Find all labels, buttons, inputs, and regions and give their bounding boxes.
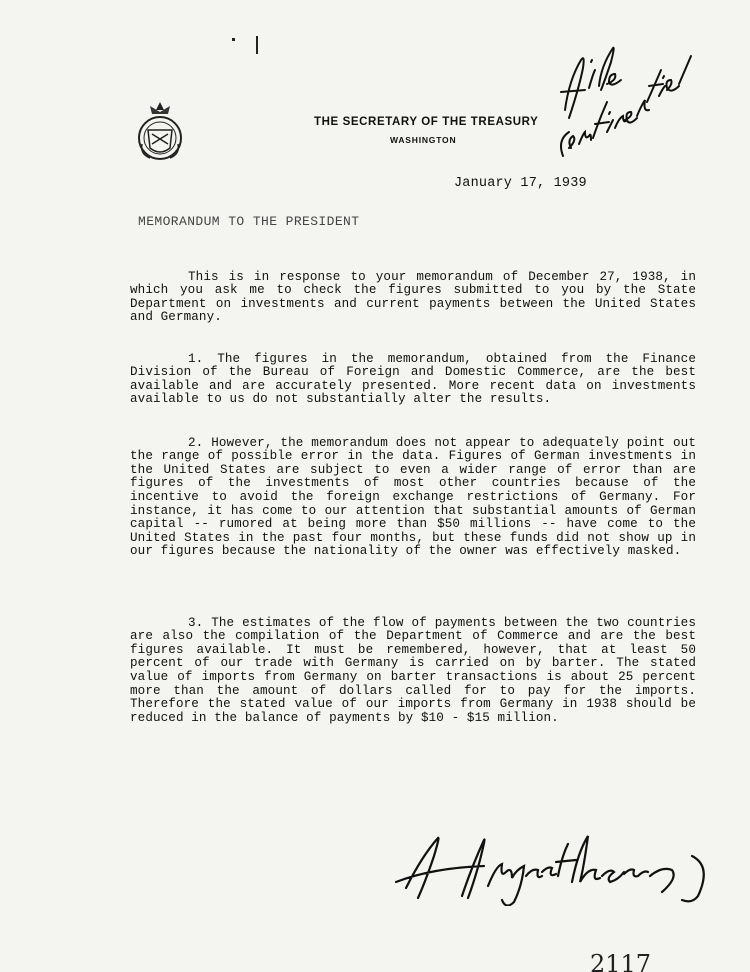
handwritten-note — [555, 40, 705, 160]
page-mark: 2117 — [590, 950, 652, 972]
scan-speck — [256, 36, 258, 54]
paragraph-point-2: 2. However, the memorandum does not appear to adequately point out the range of possible error in the data. Figures of German investments in the United States are subject to even a wider range of error than are figures of the investments of most other countries because of the incentive to avoid the foreign exchange restrictions of Germany. For instance, it has come to our attention that substantial amounts of German capital -- rumored at being more than $50 millions -- have come to the United States in the past four months, but these funds did not show up in our figures because the nationality of the owner was effectively masked. — [130, 435, 696, 559]
letter-date: January 17, 1939 — [454, 176, 587, 191]
letterhead-title: THE SECRETARY OF THE TREASURY — [314, 116, 539, 128]
scan-speck — [232, 38, 235, 41]
intro-paragraph: This is in response to your memorandum of December 27, 1938, in which you ask me to check the figures submitted to you by the State Department on investments and current payments between the United States and Germany. — [130, 269, 696, 325]
treasury-seal-icon — [134, 100, 186, 162]
memorandum-heading: MEMORANDUM TO THE PRESIDENT — [138, 214, 360, 229]
letterhead-location: WASHINGTON — [390, 135, 457, 145]
paragraph-point-1: 1. The figures in the memorandum, obtained from the Finance Division of the Bureau of Foreign and Domestic Commerce, are the best available and are accurately presented. More recent data on investments available to us do not substantially alter the results. — [130, 351, 696, 407]
paragraph-point-3: 3. The estimates of the flow of payments between the two countries are also the compilation of the Department of Commerce and are the best figures available. It must be remembered, however, that at least 50 percent of our trade with Germany is carried on by barter. The stated value of imports from Germany on barter transactions is about 25 percent more than the amount of dollars called for to pay for the imports. Therefore the stated value of our imports from Germany in 1938 should be reduced in the balance of payments by $10 - $15 million. — [130, 615, 696, 725]
signature — [392, 826, 722, 906]
